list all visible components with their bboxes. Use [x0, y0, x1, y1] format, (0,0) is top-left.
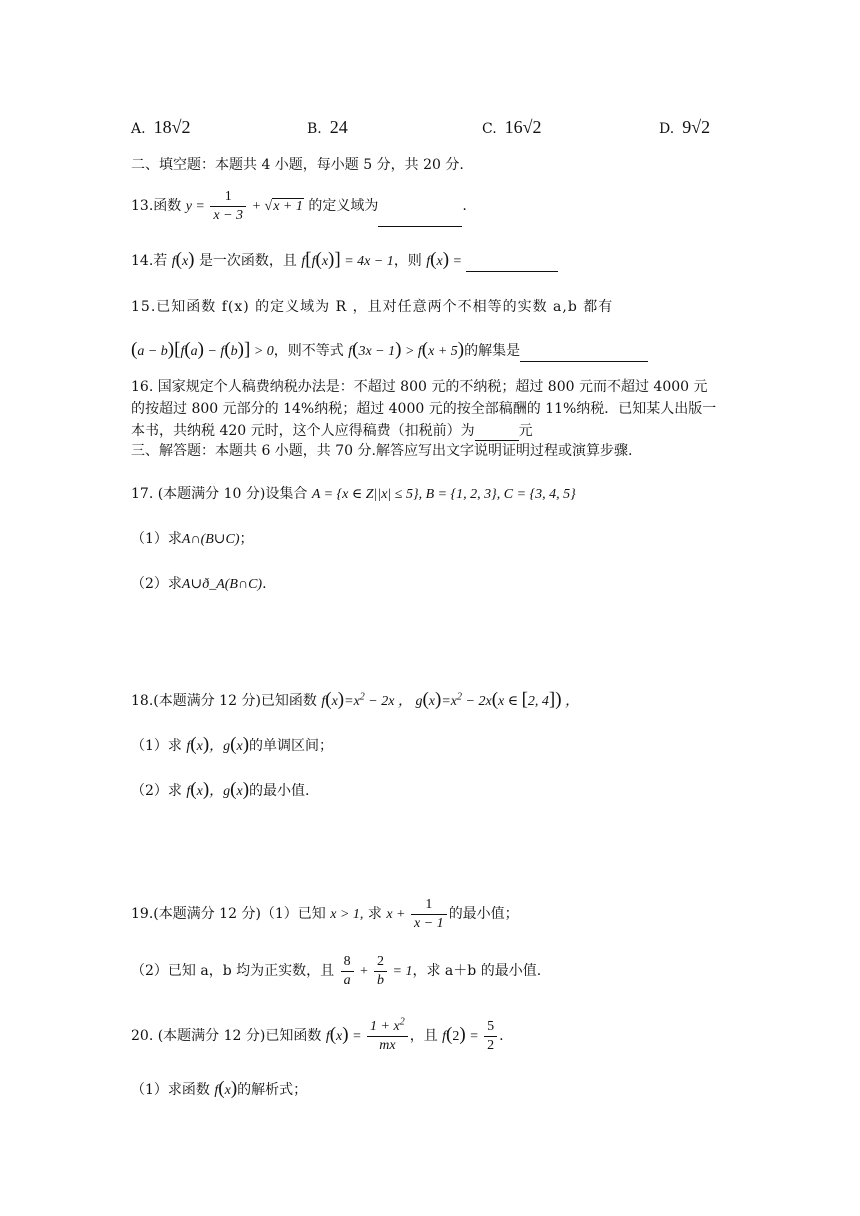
- q20-mid: ，且: [409, 1028, 438, 1044]
- section-2-heading: 二、填空题：本题共 4 小题，每小题 5 分，共 20 分.: [131, 157, 464, 173]
- question-14: [131, 250, 558, 272]
- question-16-line1: 16. 国家规定个人稿费纳税办法是：不超过 800 元的不纳税；超过 800 元而不超过 4000 元: [131, 379, 708, 395]
- question-17-part-2: [131, 574, 267, 595]
- option-a-value: 18√2: [153, 117, 191, 137]
- q17-part1-label: （1）求: [131, 531, 182, 547]
- option-d-label: D.: [659, 121, 675, 137]
- q18-stem: 18.(本题满分 12 分)已知函数: [131, 693, 317, 709]
- q13-blank: [378, 210, 462, 227]
- q14-prefix: 14.若: [131, 253, 168, 269]
- option-d: [659, 117, 710, 138]
- q18-part2-fns: f(x)，g(x): [186, 779, 250, 800]
- question-19-part-2: [131, 951, 541, 992]
- option-c-label: C.: [482, 121, 497, 137]
- question-16-line3: [131, 421, 533, 441]
- q16-line3-a: 本书，共纳税 420 元时，这个人应得稿费（扣税前）为: [131, 423, 475, 439]
- q19-stem: 19.(本题满分 12 分)（1）已知: [131, 906, 326, 922]
- q17-part1-end: ；: [239, 531, 254, 547]
- question-17: [131, 484, 576, 505]
- question-20: [131, 1013, 504, 1059]
- q20-function: f(x) = $\frac{1 + x^2}{mx}$: [326, 1029, 410, 1044]
- q14-blank: [466, 255, 558, 272]
- q16-blank: [475, 424, 519, 441]
- q17-part2-label: （2）求: [131, 576, 182, 592]
- q14-fx: f(x): [171, 249, 195, 270]
- q19-part2-a: （2）已知 a，b 均为正实数，且: [131, 963, 335, 979]
- q13-formula: y = $\frac{1}{x - 3}$ + √x + 1: [185, 189, 303, 224]
- q20-end: .: [499, 1028, 504, 1044]
- q18-part1-tail: 的单调区间；: [249, 738, 334, 754]
- q18-part2-label: （2）求: [131, 783, 182, 799]
- q17-part2-end: .: [262, 576, 267, 592]
- q15-blank: [520, 345, 648, 362]
- option-c-value: 16√2: [504, 117, 542, 137]
- q16-line3-b: 元: [518, 423, 533, 439]
- q15-suffix: ，则不等式: [273, 343, 344, 359]
- q17-stem: 17. (本题满分 10 分)设集合: [131, 486, 308, 502]
- q18-functions: $f(x)=x^2 - 2x$ ， $g(x)=x^2 - 2x(x$ ∈ [2, 4]) ，: [321, 689, 580, 710]
- question-19: [131, 894, 519, 935]
- q20-part1-fx: f(x): [214, 1078, 238, 1099]
- q19-tail: 的最小值；: [448, 906, 519, 922]
- q19-ask: 求: [367, 906, 382, 922]
- q13-end: .: [462, 198, 467, 214]
- question-18-part-2: [131, 780, 309, 802]
- q15-inequality: f(3x − 1) > f(x + 5): [348, 339, 465, 360]
- q13-prefix: 13.函数: [131, 198, 182, 214]
- q14-mid1: 是一次函数，且: [198, 253, 297, 269]
- q18-part1-fns: f(x)，g(x): [186, 734, 250, 755]
- q14-equation: f[f(x)] = 4x − 1: [301, 249, 394, 270]
- q19-expression: x + $\frac{1}{x - 1}$: [386, 907, 448, 922]
- q18-part1-label: （1）求: [131, 738, 182, 754]
- option-c: [482, 117, 542, 138]
- q19-part2-equation: $\frac{8}{a}$ + $\frac{2}{b}$ = 1: [339, 964, 413, 979]
- question-20-part-1: [131, 1079, 307, 1101]
- question-17-part-1: [131, 529, 254, 550]
- question-15-line1: 15.已知函数 f(x) 的定义域为 R ，且对任意两个不相等的实数 a,b 都有: [131, 299, 614, 315]
- q14-fx2: f(x) =: [426, 249, 462, 270]
- q17-part2-expr: A∪ð_A(B∩C): [181, 577, 263, 592]
- q19-condition: x > 1,: [330, 907, 364, 922]
- question-18-part-1: [131, 735, 333, 757]
- q15-condition: (a − b)[f(a) − f(b)] > 0: [131, 339, 274, 360]
- option-b-value: 24: [329, 117, 348, 137]
- q18-part2-tail: 的最小值.: [249, 783, 310, 799]
- q20-condition: f(2) = $\frac{5}{2}$: [442, 1029, 499, 1044]
- q19-part2-b: ，求 a＋b 的最小值.: [412, 963, 542, 979]
- q15-tail: 的解集是: [464, 343, 521, 359]
- q17-part1-expr: A∩(B∪C): [181, 532, 240, 547]
- q13-suffix: 的定义域为: [308, 198, 379, 214]
- option-b-label: B.: [307, 121, 322, 137]
- option-d-value: 9√2: [682, 117, 711, 137]
- question-15-line2: [131, 340, 648, 362]
- section-3-heading: 三、解答题：本题共 6 小题，共 70 分.解答应写出文字说明证明过程或演算步骤.: [131, 443, 633, 459]
- q20-part1-label: （1）求函数: [131, 1082, 210, 1098]
- q20-part1-tail: 的解析式；: [237, 1082, 308, 1098]
- question-18: [131, 690, 579, 712]
- question-16-line2: 的按超过 800 元部分的 14%纳税；超过 4000 元的按全部稿酬的 11%纳税．已知某人出版一: [131, 401, 717, 417]
- q17-set-definition: A = {x ∈ Z||x| ≤ 5}, B = {1, 2, 3}, C = {3, 4, 5}: [311, 487, 576, 502]
- q20-stem: 20. (本题满分 12 分)已知函数: [131, 1028, 322, 1044]
- option-a: [131, 117, 190, 138]
- option-b: [307, 117, 348, 138]
- option-a-label: A.: [131, 121, 146, 137]
- question-13: [131, 186, 467, 227]
- q14-mid2: ，则: [393, 253, 422, 269]
